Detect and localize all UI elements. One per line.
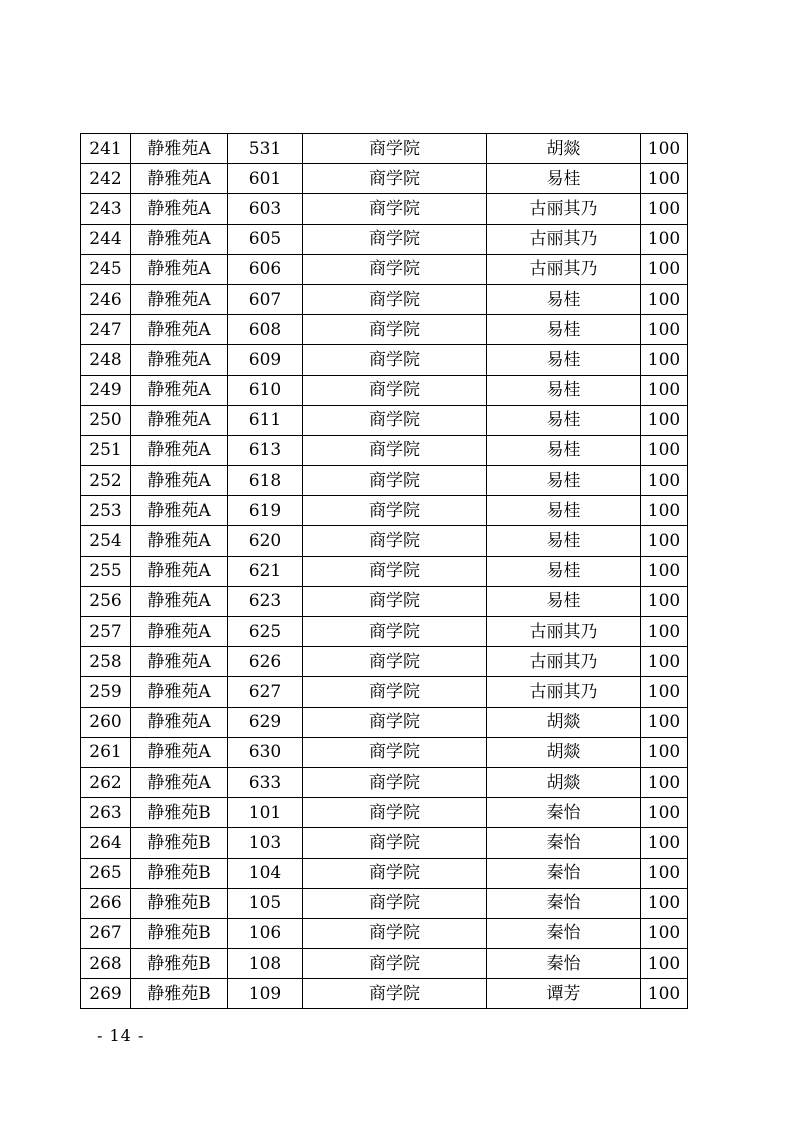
building-cell: 静雅苑B (131, 918, 228, 948)
college-cell: 商学院 (303, 979, 487, 1009)
college-cell: 商学院 (303, 194, 487, 224)
table-row (81, 918, 688, 948)
room-cell: 531 (228, 134, 303, 164)
score-cell: 100 (641, 254, 688, 284)
table-row (81, 526, 688, 556)
counselor-cell: 易桂 (487, 315, 641, 345)
table-row (81, 254, 688, 284)
table-row (81, 617, 688, 647)
row-index-cell: 260 (81, 707, 131, 737)
row-index-cell: 266 (81, 888, 131, 918)
building-cell: 静雅苑B (131, 798, 228, 828)
table-row (81, 556, 688, 586)
counselor-cell: 古丽其乃 (487, 254, 641, 284)
table-row (81, 315, 688, 345)
building-cell: 静雅苑A (131, 707, 228, 737)
college-cell: 商学院 (303, 134, 487, 164)
row-index-cell: 259 (81, 677, 131, 707)
room-cell: 603 (228, 194, 303, 224)
room-cell: 601 (228, 164, 303, 194)
row-index-cell: 255 (81, 556, 131, 586)
room-cell: 611 (228, 405, 303, 435)
building-cell: 静雅苑A (131, 526, 228, 556)
data-grid (80, 133, 688, 1009)
score-cell: 100 (641, 134, 688, 164)
counselor-cell: 秦怡 (487, 858, 641, 888)
table-row (81, 979, 688, 1009)
counselor-cell: 胡燚 (487, 134, 641, 164)
building-cell: 静雅苑A (131, 767, 228, 797)
building-cell: 静雅苑A (131, 466, 228, 496)
building-cell: 静雅苑A (131, 617, 228, 647)
college-cell: 商学院 (303, 888, 487, 918)
score-cell: 100 (641, 466, 688, 496)
table-row (81, 164, 688, 194)
table-row (81, 767, 688, 797)
building-cell: 静雅苑A (131, 375, 228, 405)
counselor-cell: 古丽其乃 (487, 677, 641, 707)
college-cell: 商学院 (303, 405, 487, 435)
counselor-cell: 秦怡 (487, 918, 641, 948)
row-index-cell: 257 (81, 617, 131, 647)
counselor-cell: 古丽其乃 (487, 224, 641, 254)
counselor-cell: 秦怡 (487, 828, 641, 858)
table-row (81, 586, 688, 616)
building-cell: 静雅苑A (131, 284, 228, 314)
building-cell: 静雅苑A (131, 677, 228, 707)
row-index-cell: 252 (81, 466, 131, 496)
table-row (81, 194, 688, 224)
score-cell: 100 (641, 979, 688, 1009)
row-index-cell: 265 (81, 858, 131, 888)
building-cell: 静雅苑B (131, 858, 228, 888)
college-cell: 商学院 (303, 375, 487, 405)
row-index-cell: 258 (81, 647, 131, 677)
college-cell: 商学院 (303, 435, 487, 465)
building-cell: 静雅苑A (131, 194, 228, 224)
score-cell: 100 (641, 647, 688, 677)
score-cell: 100 (641, 949, 688, 979)
row-index-cell: 254 (81, 526, 131, 556)
counselor-cell: 易桂 (487, 526, 641, 556)
row-index-cell: 268 (81, 949, 131, 979)
counselor-cell: 古丽其乃 (487, 617, 641, 647)
room-cell: 619 (228, 496, 303, 526)
building-cell: 静雅苑A (131, 737, 228, 767)
counselor-cell: 易桂 (487, 405, 641, 435)
room-cell: 101 (228, 798, 303, 828)
college-cell: 商学院 (303, 164, 487, 194)
table-row (81, 466, 688, 496)
building-cell: 静雅苑A (131, 164, 228, 194)
counselor-cell: 古丽其乃 (487, 647, 641, 677)
score-cell: 100 (641, 707, 688, 737)
building-cell: 静雅苑A (131, 224, 228, 254)
building-cell: 静雅苑A (131, 435, 228, 465)
row-index-cell: 253 (81, 496, 131, 526)
building-cell: 静雅苑B (131, 979, 228, 1009)
score-cell: 100 (641, 677, 688, 707)
table-row (81, 798, 688, 828)
row-index-cell: 269 (81, 979, 131, 1009)
counselor-cell: 易桂 (487, 345, 641, 375)
row-index-cell: 261 (81, 737, 131, 767)
table-row (81, 707, 688, 737)
table-row (81, 496, 688, 526)
score-cell: 100 (641, 828, 688, 858)
table-row (81, 435, 688, 465)
building-cell: 静雅苑A (131, 315, 228, 345)
score-cell: 100 (641, 284, 688, 314)
college-cell: 商学院 (303, 315, 487, 345)
row-index-cell: 248 (81, 345, 131, 375)
college-cell: 商学院 (303, 345, 487, 375)
room-cell: 629 (228, 707, 303, 737)
dormitory-table (80, 133, 687, 1009)
counselor-cell: 易桂 (487, 556, 641, 586)
building-cell: 静雅苑B (131, 828, 228, 858)
college-cell: 商学院 (303, 496, 487, 526)
college-cell: 商学院 (303, 254, 487, 284)
counselor-cell: 秦怡 (487, 798, 641, 828)
row-index-cell: 250 (81, 405, 131, 435)
room-cell: 623 (228, 586, 303, 616)
row-index-cell: 242 (81, 164, 131, 194)
row-index-cell: 264 (81, 828, 131, 858)
counselor-cell: 易桂 (487, 164, 641, 194)
row-index-cell: 251 (81, 435, 131, 465)
table-row (81, 345, 688, 375)
table-row (81, 858, 688, 888)
room-cell: 625 (228, 617, 303, 647)
table-row (81, 888, 688, 918)
building-cell: 静雅苑A (131, 647, 228, 677)
room-cell: 618 (228, 466, 303, 496)
building-cell: 静雅苑B (131, 949, 228, 979)
score-cell: 100 (641, 798, 688, 828)
page-number: - 14 - (97, 1026, 145, 1045)
building-cell: 静雅苑A (131, 405, 228, 435)
row-index-cell: 245 (81, 254, 131, 284)
room-cell: 630 (228, 737, 303, 767)
counselor-cell: 易桂 (487, 435, 641, 465)
score-cell: 100 (641, 224, 688, 254)
score-cell: 100 (641, 375, 688, 405)
score-cell: 100 (641, 617, 688, 647)
college-cell: 商学院 (303, 586, 487, 616)
row-index-cell: 249 (81, 375, 131, 405)
counselor-cell: 古丽其乃 (487, 194, 641, 224)
room-cell: 606 (228, 254, 303, 284)
building-cell: 静雅苑B (131, 888, 228, 918)
college-cell: 商学院 (303, 284, 487, 314)
room-cell: 608 (228, 315, 303, 345)
room-cell: 605 (228, 224, 303, 254)
counselor-cell: 胡燚 (487, 737, 641, 767)
room-cell: 103 (228, 828, 303, 858)
table-row (81, 677, 688, 707)
college-cell: 商学院 (303, 224, 487, 254)
counselor-cell: 易桂 (487, 375, 641, 405)
score-cell: 100 (641, 586, 688, 616)
row-index-cell: 256 (81, 586, 131, 616)
row-index-cell: 243 (81, 194, 131, 224)
table-row (81, 134, 688, 164)
counselor-cell: 易桂 (487, 496, 641, 526)
row-index-cell: 267 (81, 918, 131, 948)
table-row (81, 405, 688, 435)
score-cell: 100 (641, 767, 688, 797)
row-index-cell: 246 (81, 284, 131, 314)
college-cell: 商学院 (303, 828, 487, 858)
score-cell: 100 (641, 918, 688, 948)
room-cell: 108 (228, 949, 303, 979)
college-cell: 商学院 (303, 466, 487, 496)
building-cell: 静雅苑A (131, 496, 228, 526)
counselor-cell: 秦怡 (487, 949, 641, 979)
score-cell: 100 (641, 405, 688, 435)
row-index-cell: 244 (81, 224, 131, 254)
room-cell: 620 (228, 526, 303, 556)
college-cell: 商学院 (303, 707, 487, 737)
score-cell: 100 (641, 194, 688, 224)
room-cell: 613 (228, 435, 303, 465)
building-cell: 静雅苑A (131, 254, 228, 284)
score-cell: 100 (641, 888, 688, 918)
table-row (81, 375, 688, 405)
room-cell: 104 (228, 858, 303, 888)
score-cell: 100 (641, 556, 688, 586)
score-cell: 100 (641, 435, 688, 465)
score-cell: 100 (641, 345, 688, 375)
room-cell: 633 (228, 767, 303, 797)
counselor-cell: 易桂 (487, 284, 641, 314)
college-cell: 商学院 (303, 858, 487, 888)
score-cell: 100 (641, 737, 688, 767)
counselor-cell: 易桂 (487, 466, 641, 496)
score-cell: 100 (641, 858, 688, 888)
table-row (81, 828, 688, 858)
row-index-cell: 262 (81, 767, 131, 797)
room-cell: 610 (228, 375, 303, 405)
table-row (81, 224, 688, 254)
counselor-cell: 胡燚 (487, 767, 641, 797)
score-cell: 100 (641, 526, 688, 556)
room-cell: 607 (228, 284, 303, 314)
room-cell: 106 (228, 918, 303, 948)
building-cell: 静雅苑A (131, 134, 228, 164)
score-cell: 100 (641, 315, 688, 345)
table-body (81, 134, 688, 1009)
table-row (81, 949, 688, 979)
college-cell: 商学院 (303, 767, 487, 797)
college-cell: 商学院 (303, 677, 487, 707)
college-cell: 商学院 (303, 798, 487, 828)
score-cell: 100 (641, 496, 688, 526)
building-cell: 静雅苑A (131, 345, 228, 375)
college-cell: 商学院 (303, 949, 487, 979)
college-cell: 商学院 (303, 647, 487, 677)
building-cell: 静雅苑A (131, 586, 228, 616)
table-row (81, 737, 688, 767)
table-row (81, 647, 688, 677)
room-cell: 621 (228, 556, 303, 586)
score-cell: 100 (641, 164, 688, 194)
room-cell: 609 (228, 345, 303, 375)
college-cell: 商学院 (303, 556, 487, 586)
college-cell: 商学院 (303, 617, 487, 647)
counselor-cell: 谭芳 (487, 979, 641, 1009)
building-cell: 静雅苑A (131, 556, 228, 586)
row-index-cell: 247 (81, 315, 131, 345)
room-cell: 627 (228, 677, 303, 707)
room-cell: 626 (228, 647, 303, 677)
college-cell: 商学院 (303, 526, 487, 556)
college-cell: 商学院 (303, 918, 487, 948)
room-cell: 105 (228, 888, 303, 918)
counselor-cell: 易桂 (487, 586, 641, 616)
room-cell: 109 (228, 979, 303, 1009)
row-index-cell: 241 (81, 134, 131, 164)
table-row (81, 284, 688, 314)
counselor-cell: 秦怡 (487, 888, 641, 918)
row-index-cell: 263 (81, 798, 131, 828)
counselor-cell: 胡燚 (487, 707, 641, 737)
college-cell: 商学院 (303, 737, 487, 767)
